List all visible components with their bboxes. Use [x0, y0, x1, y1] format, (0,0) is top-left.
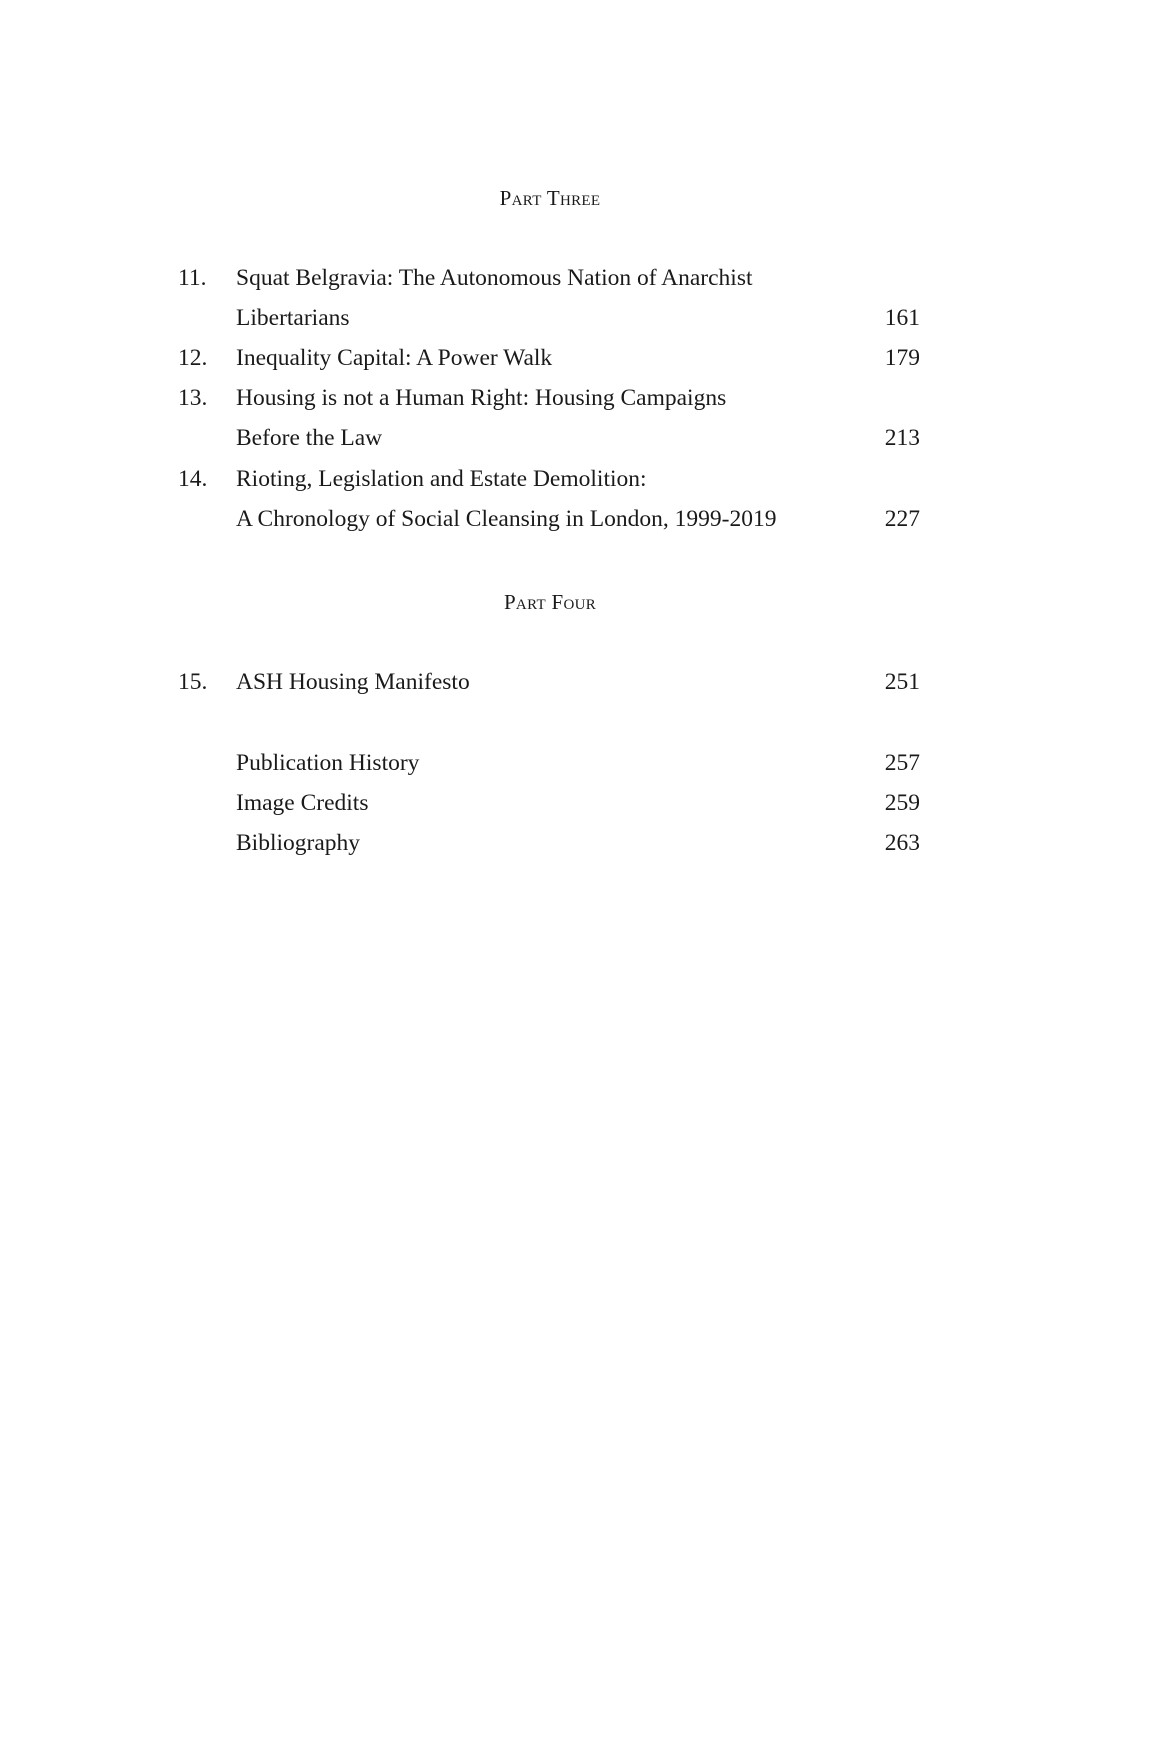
entry-number: 12. [178, 345, 208, 371]
back-matter-page-number: 263 [884, 830, 920, 856]
entry-number: 13. [178, 385, 208, 411]
toc-entry-13 [0, 378, 1150, 418]
toc-entry-12 [0, 338, 1150, 378]
toc-entry-11 [0, 258, 1150, 298]
entry-title-line: A Chronology of Social Cleansing in London, 1999-2019 [236, 506, 777, 532]
toc-entry-13-continued [0, 418, 1150, 458]
toc-entry-11-continued [0, 298, 1150, 338]
part-three-heading: Part Three [499, 186, 601, 210]
toc-entry-15 [0, 662, 1150, 702]
back-matter-title: Bibliography [236, 830, 361, 856]
entry-page-number: 179 [884, 345, 920, 371]
entry-title-line: Rioting, Legislation and Estate Demolition: [236, 466, 647, 492]
entry-title-line: Housing is not a Human Right: Housing Campaigns [236, 385, 727, 411]
toc-entry-14-continued [0, 499, 1150, 539]
entry-title-line: Before the Law [236, 425, 383, 451]
back-matter-page-number: 259 [884, 790, 920, 816]
entry-page-number: 251 [884, 669, 920, 695]
entry-number: 15. [178, 669, 208, 695]
toc-back-matter-bibliography [0, 823, 1150, 863]
entry-title-line: ASH Housing Manifesto [236, 669, 470, 695]
entry-page-number: 213 [884, 425, 920, 451]
toc-back-matter-image-credits [0, 783, 1150, 823]
entry-title-line: Libertarians [236, 305, 350, 331]
entry-number: 11. [178, 265, 207, 291]
entry-page-number: 227 [884, 506, 920, 532]
entry-page-number: 161 [884, 305, 920, 331]
toc-entry-14 [0, 459, 1150, 499]
back-matter-title: Publication History [236, 750, 420, 776]
back-matter-title: Image Credits [236, 790, 369, 816]
toc-back-matter-publication-history [0, 743, 1150, 783]
entry-title-line: Squat Belgravia: The Autonomous Nation of Anarchist [236, 265, 753, 291]
part-four-heading: Part Four [503, 590, 597, 614]
entry-title-line: Inequality Capital: A Power Walk [236, 345, 553, 371]
back-matter-page-number: 257 [884, 750, 920, 776]
entry-number: 14. [178, 466, 208, 492]
